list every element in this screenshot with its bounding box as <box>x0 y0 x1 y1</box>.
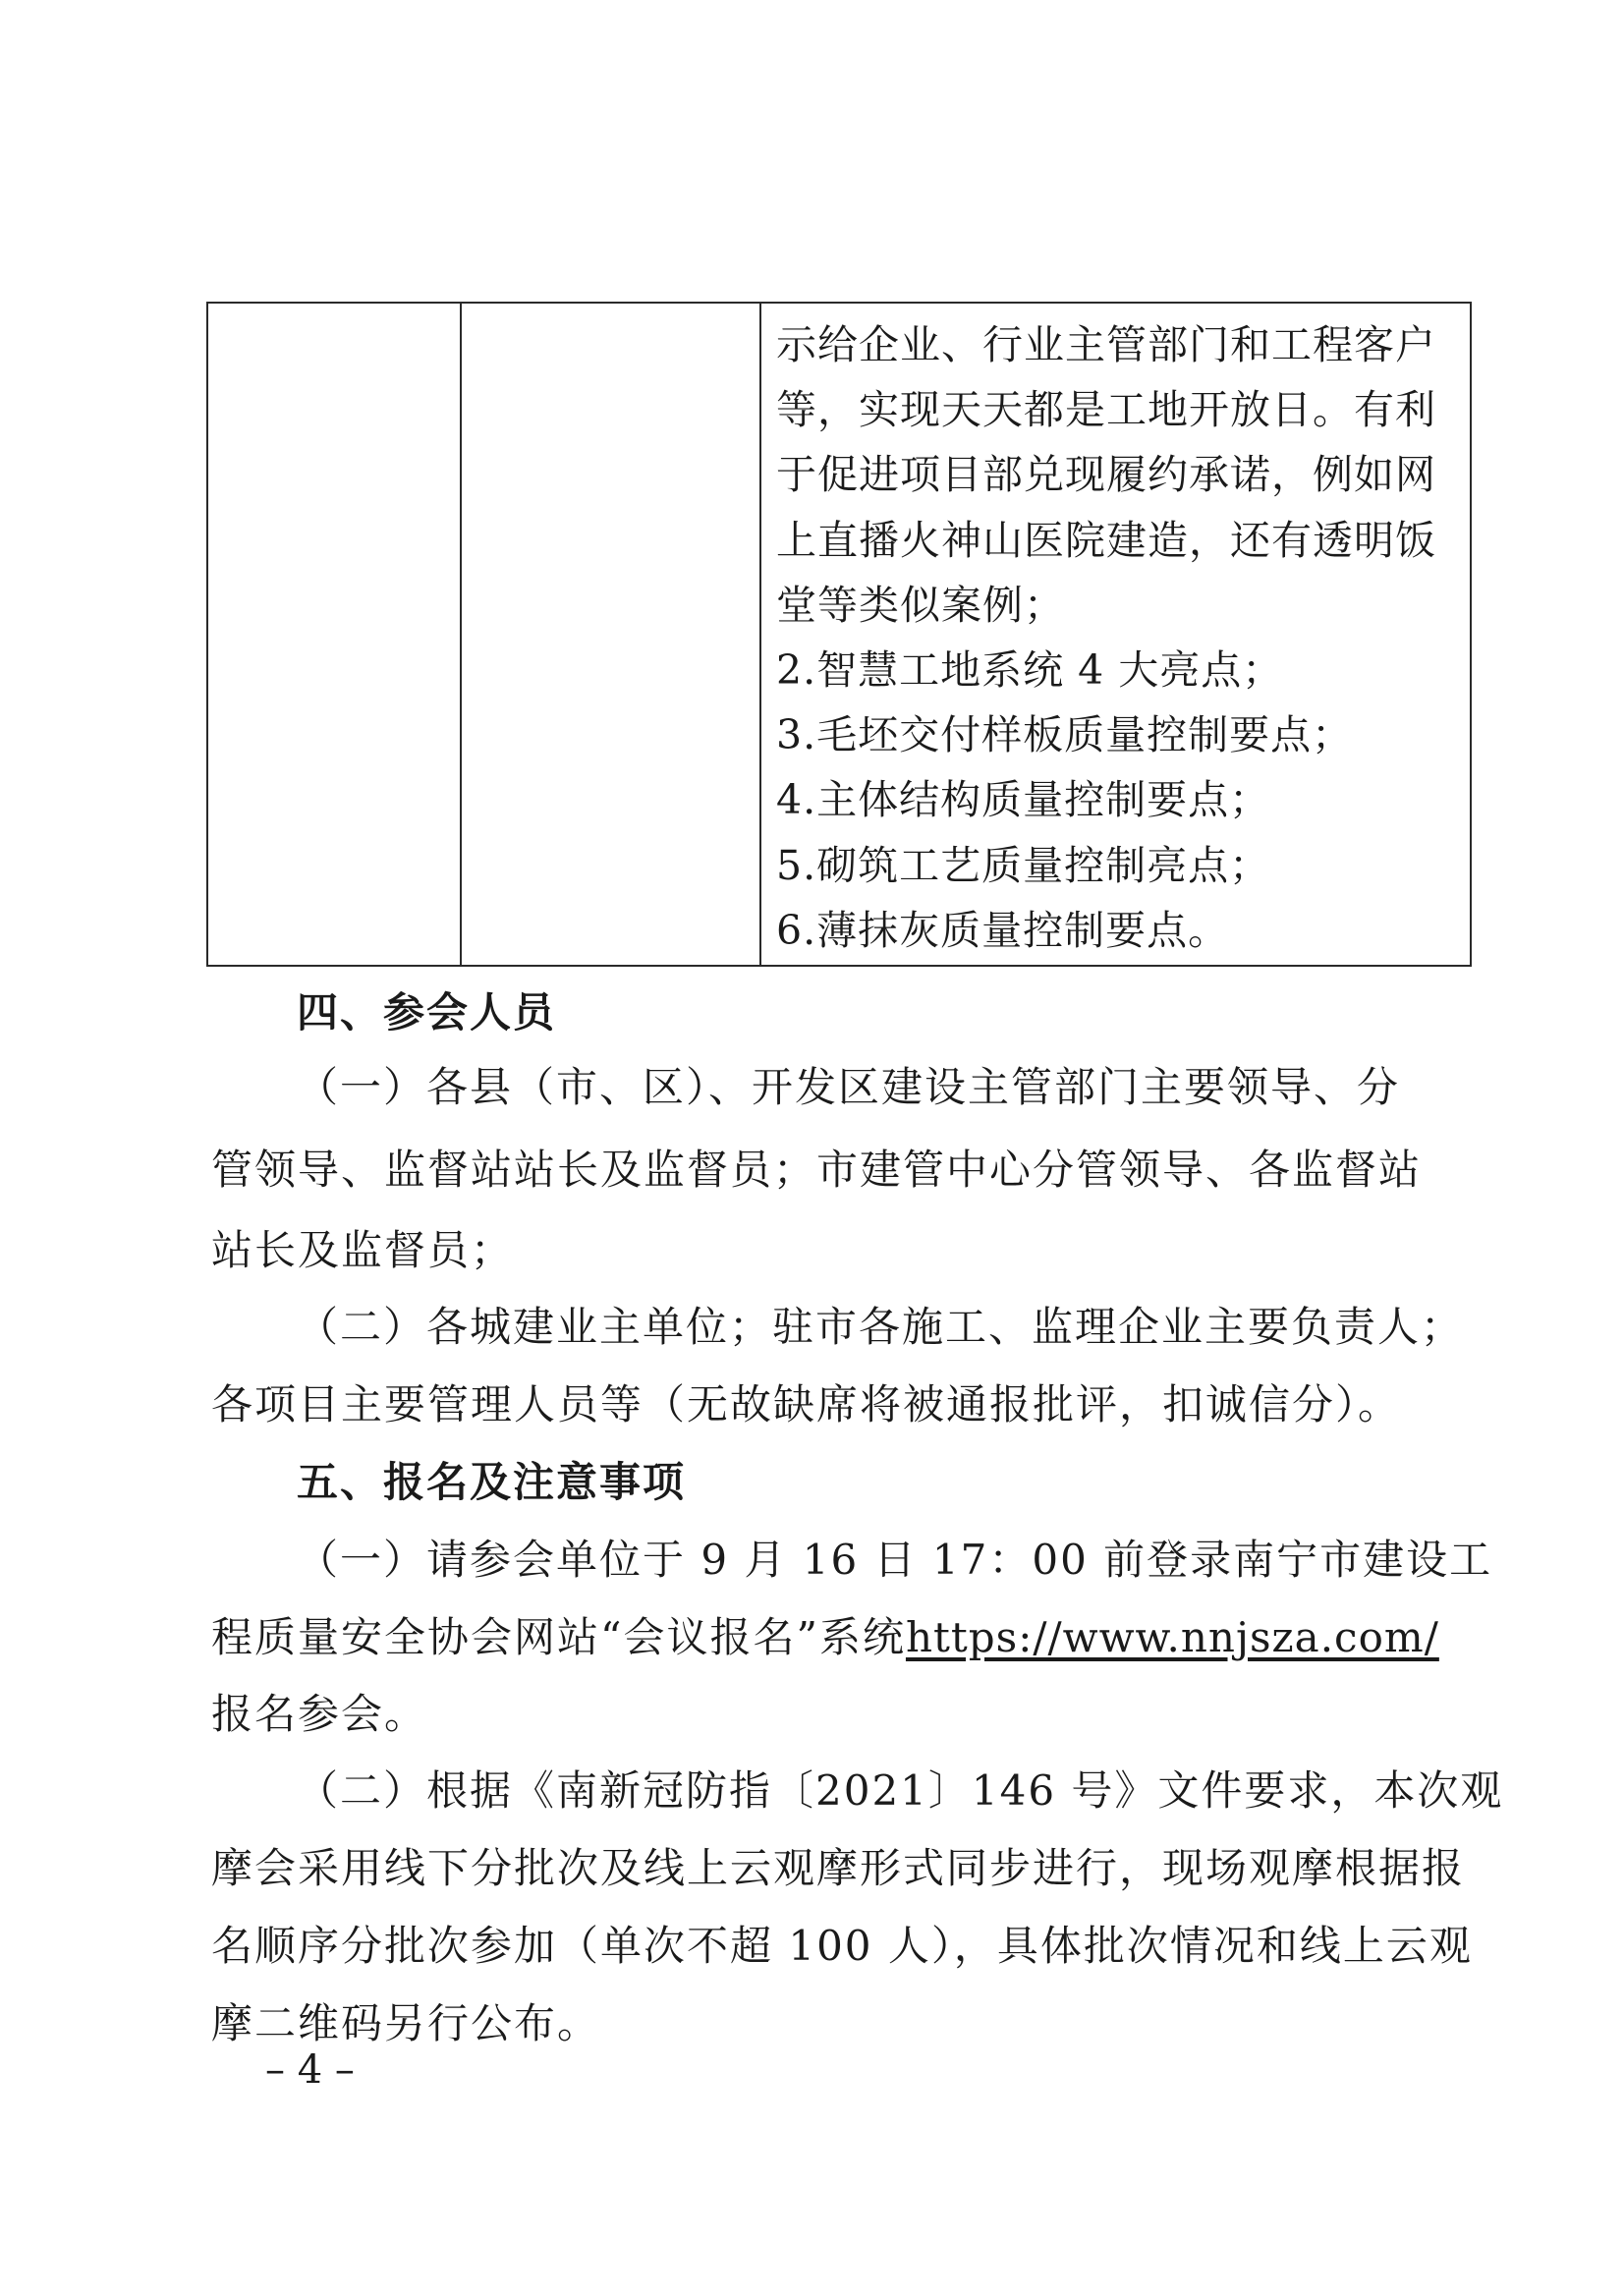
table-cell-line: 于促进项目部兑现履约承诺，例如网 <box>776 451 1436 499</box>
table-column-divider <box>460 304 462 965</box>
table-cell-line: 堂等类似案例； <box>776 581 1065 629</box>
page-number: – 4 – <box>265 2047 355 2093</box>
table-cell-line: 等，实现天天都是工地开放日。有利 <box>776 386 1436 434</box>
paragraph-line: 名顺序分批次参加（单次不超 100 人），具体批次情况和线上云观 <box>211 1922 1473 1970</box>
paragraph-line: （二）各城建业主单位；驻市各施工、监理企业主要负责人； <box>297 1303 1465 1351</box>
section-heading-attendees: 四、参会人员 <box>297 988 557 1036</box>
table-cell-line: 5.砌筑工艺质量控制亮点； <box>776 841 1271 889</box>
table-cell-content <box>776 312 1464 963</box>
paragraph-line <box>211 1605 1439 1664</box>
table-cell-line: 示给企业、行业主管部门和工程客户 <box>776 321 1436 368</box>
table-cell-line: 6.薄抹灰质量控制要点。 <box>776 906 1230 954</box>
registration-link[interactable]: https://www.nnjsza.com/ <box>905 1613 1439 1661</box>
paragraph-line: 摩二维码另行公布。 <box>211 1999 601 2047</box>
paragraph-line: 报名参会。 <box>211 1690 428 1738</box>
paragraph-text: 程质量安全协会网站“会议报名”系统 <box>211 1613 906 1661</box>
paragraph-line: 站长及监督员； <box>211 1226 515 1274</box>
paragraph-line: （二）根据《南新冠防指〔2021〕146 号》文件要求，本次观 <box>297 1766 1504 1815</box>
table-cell-line: 3.毛坯交付样板质量控制要点； <box>776 711 1354 759</box>
table-cell-line: 上直播火神山医院建造，还有透明饭 <box>776 516 1436 564</box>
paragraph-line: 摩会采用线下分批次及线上云观摩形式同步进行，现场观摩根据报 <box>211 1844 1466 1892</box>
table-cell-line: 4.主体结构质量控制要点； <box>776 776 1271 824</box>
paragraph-line: （一）各县（市、区）、开发区建设主管部门主要领导、分 <box>297 1063 1401 1111</box>
table-column-divider <box>759 304 761 965</box>
paragraph-line: 管领导、监督站站长及监督员；市建管中心分管领导、各监督站 <box>211 1146 1423 1194</box>
section-heading-registration: 五、报名及注意事项 <box>297 1458 687 1506</box>
table-cell-line: 2.智慧工地系统 4 大亮点； <box>776 645 1284 694</box>
paragraph-line: （一）请参会单位于 9 月 16 日 17：00 前登录南宁市建设工 <box>297 1536 1493 1584</box>
paragraph-line: 各项目主要管理人员等（无故缺席将被通报批评，扣诚信分）。 <box>211 1380 1402 1428</box>
